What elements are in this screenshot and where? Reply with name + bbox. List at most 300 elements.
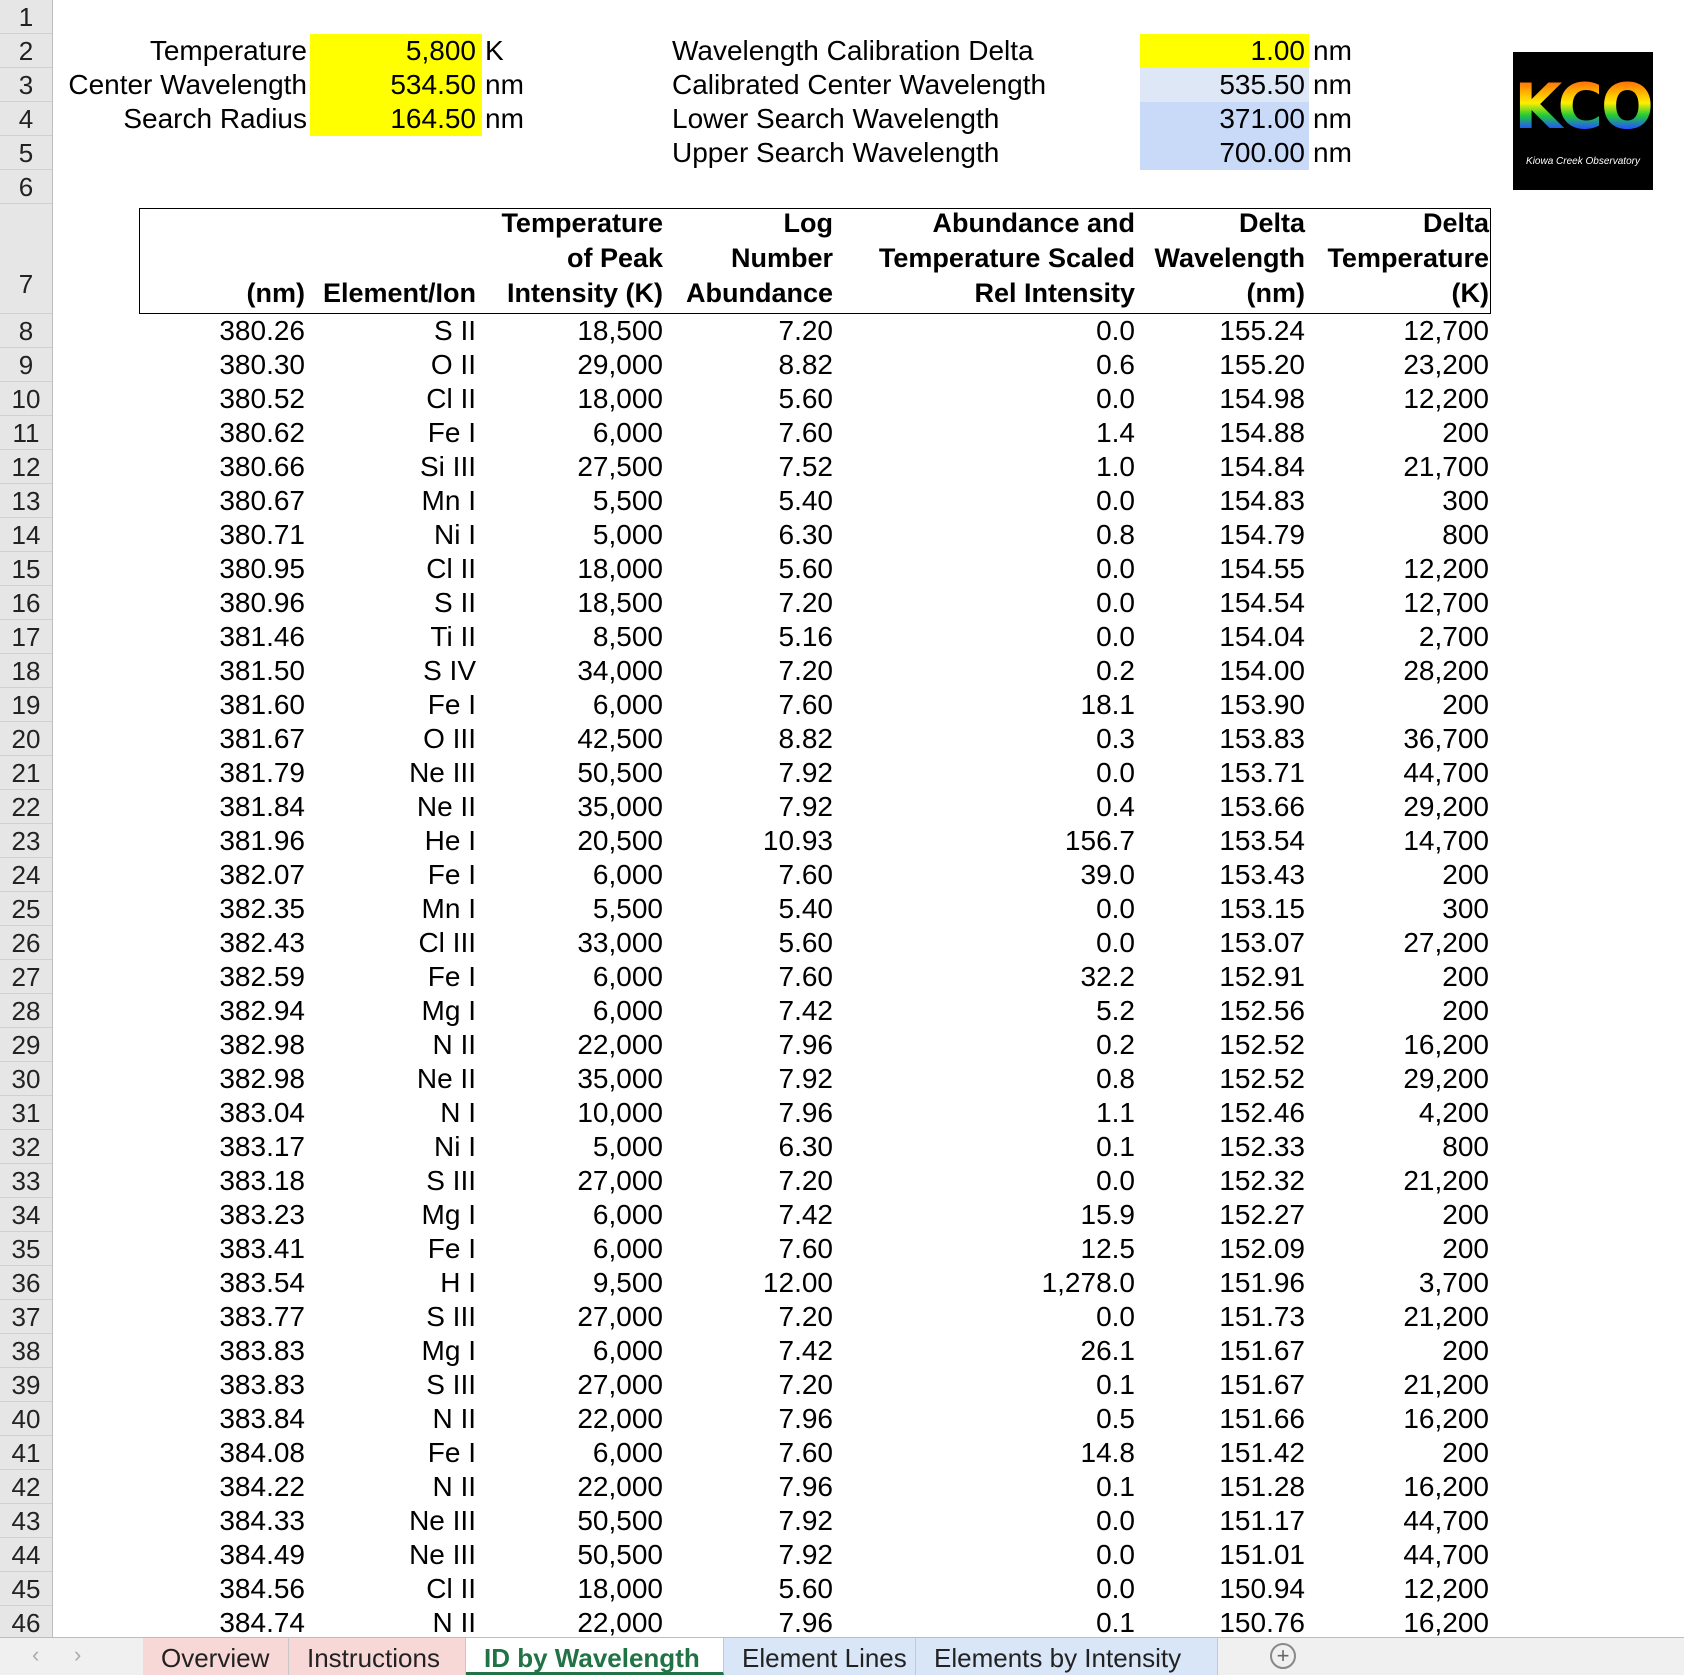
row-number[interactable]: 21	[0, 756, 52, 790]
table-cell[interactable]: Ne III	[409, 1505, 476, 1536]
table-cell[interactable]: 152.56	[1219, 995, 1305, 1026]
row-number[interactable]: 42	[0, 1470, 52, 1504]
table-cell[interactable]: 383.77	[219, 1301, 305, 1332]
table-cell[interactable]: 50,500	[577, 1539, 663, 1570]
table-cell[interactable]: 5.2	[1096, 995, 1135, 1026]
plus-circle-icon[interactable]: +	[1270, 1643, 1296, 1669]
tab-sheet[interactable]: Elements by Intensity	[916, 1638, 1218, 1675]
param-input[interactable]: 5,800	[310, 34, 482, 68]
table-cell[interactable]: 154.83	[1219, 485, 1305, 516]
table-cell[interactable]: 0.0	[1096, 893, 1135, 924]
table-cell[interactable]: 18,000	[577, 383, 663, 414]
table-cell[interactable]: O III	[423, 723, 476, 754]
row-number[interactable]: 5	[0, 136, 52, 170]
table-cell[interactable]: 6,000	[592, 961, 663, 992]
table-cell[interactable]: 7.92	[778, 1063, 833, 1094]
table-cell[interactable]: 200	[1442, 689, 1489, 720]
table-cell[interactable]: 12,200	[1403, 1573, 1489, 1604]
table-cell[interactable]: 7.20	[778, 655, 833, 686]
table-cell[interactable]: 152.52	[1219, 1029, 1305, 1060]
table-cell[interactable]: 153.83	[1219, 723, 1305, 754]
table-cell[interactable]: 381.79	[219, 757, 305, 788]
table-cell[interactable]: 7.60	[778, 417, 833, 448]
table-cell[interactable]: 0.2	[1096, 1029, 1135, 1060]
table-cell[interactable]: 800	[1442, 519, 1489, 550]
row-number[interactable]: 34	[0, 1198, 52, 1232]
table-cell[interactable]: Fe I	[427, 961, 476, 992]
table-cell[interactable]: S II	[433, 587, 476, 618]
table-cell[interactable]: 6.30	[778, 519, 833, 550]
table-cell[interactable]: 44,700	[1403, 1539, 1489, 1570]
table-cell[interactable]: 36,700	[1403, 723, 1489, 754]
table-cell[interactable]: 380.62	[219, 417, 305, 448]
table-cell[interactable]: Fe I	[427, 1437, 476, 1468]
table-cell[interactable]: 151.42	[1219, 1437, 1305, 1468]
table-cell[interactable]: 151.96	[1219, 1267, 1305, 1298]
table-cell[interactable]: 154.88	[1219, 417, 1305, 448]
table-cell[interactable]: 35,000	[577, 1063, 663, 1094]
table-cell[interactable]: 380.26	[219, 315, 305, 346]
row-number[interactable]: 12	[0, 450, 52, 484]
table-cell[interactable]: 383.04	[219, 1097, 305, 1128]
table-cell[interactable]: 152.91	[1219, 961, 1305, 992]
table-cell[interactable]: 380.30	[219, 349, 305, 380]
table-cell[interactable]: 154.04	[1219, 621, 1305, 652]
table-cell[interactable]: 384.56	[219, 1573, 305, 1604]
table-cell[interactable]: 5.60	[778, 553, 833, 584]
chevron-right-icon[interactable]: ›	[74, 1642, 82, 1667]
table-cell[interactable]: 383.23	[219, 1199, 305, 1230]
table-cell[interactable]: 50,500	[577, 1505, 663, 1536]
table-cell[interactable]: 34,000	[577, 655, 663, 686]
table-cell[interactable]: 6,000	[592, 1437, 663, 1468]
table-cell[interactable]: 7.20	[778, 315, 833, 346]
table-cell[interactable]: 7.42	[778, 1335, 833, 1366]
table-cell[interactable]: 0.5	[1096, 1403, 1135, 1434]
table-cell[interactable]: 7.92	[778, 791, 833, 822]
table-cell[interactable]: 33,000	[577, 927, 663, 958]
table-cell[interactable]: 7.52	[778, 451, 833, 482]
table-cell[interactable]: 6,000	[592, 1335, 663, 1366]
table-cell[interactable]: N II	[432, 1403, 476, 1434]
row-number[interactable]: 19	[0, 688, 52, 722]
table-cell[interactable]: 0.1	[1096, 1131, 1135, 1162]
table-cell[interactable]: 7.60	[778, 689, 833, 720]
tab-sheet[interactable]: Instructions	[289, 1638, 466, 1675]
param-value[interactable]: 1.00	[1140, 34, 1309, 68]
table-cell[interactable]: 1.0	[1096, 451, 1135, 482]
table-cell[interactable]: 200	[1442, 859, 1489, 890]
table-cell[interactable]: Mn I	[421, 485, 476, 516]
tab-sheet[interactable]: Overview	[143, 1638, 289, 1675]
table-cell[interactable]: 152.27	[1219, 1199, 1305, 1230]
table-cell[interactable]: 18,500	[577, 587, 663, 618]
param-input[interactable]: 534.50	[310, 68, 482, 102]
row-number[interactable]: 2	[0, 34, 52, 68]
table-cell[interactable]: 35,000	[577, 791, 663, 822]
table-cell[interactable]: 7.60	[778, 859, 833, 890]
table-cell[interactable]: 21,200	[1403, 1301, 1489, 1332]
table-cell[interactable]: 300	[1442, 893, 1489, 924]
row-number[interactable]: 30	[0, 1062, 52, 1096]
table-cell[interactable]: 28,200	[1403, 655, 1489, 686]
table-cell[interactable]: 5.60	[778, 1573, 833, 1604]
table-cell[interactable]: 382.43	[219, 927, 305, 958]
table-cell[interactable]: N II	[432, 1607, 476, 1637]
table-cell[interactable]: Cl II	[426, 553, 476, 584]
table-cell[interactable]: 7.92	[778, 1539, 833, 1570]
table-cell[interactable]: 200	[1442, 417, 1489, 448]
table-cell[interactable]: 0.0	[1096, 757, 1135, 788]
table-cell[interactable]: 155.20	[1219, 349, 1305, 380]
table-cell[interactable]: 1,278.0	[1041, 1267, 1135, 1298]
table-cell[interactable]: 0.0	[1096, 485, 1135, 516]
table-cell[interactable]: 153.71	[1219, 757, 1305, 788]
table-cell[interactable]: 22,000	[577, 1403, 663, 1434]
row-number[interactable]: 23	[0, 824, 52, 858]
table-cell[interactable]: 6,000	[592, 859, 663, 890]
table-cell[interactable]: 21,700	[1403, 451, 1489, 482]
table-cell[interactable]: 21,200	[1403, 1369, 1489, 1400]
table-cell[interactable]: 16,200	[1403, 1471, 1489, 1502]
table-cell[interactable]: 151.67	[1219, 1335, 1305, 1366]
row-number[interactable]: 13	[0, 484, 52, 518]
table-cell[interactable]: 0.0	[1096, 1301, 1135, 1332]
table-cell[interactable]: 381.84	[219, 791, 305, 822]
row-number[interactable]: 8	[0, 314, 52, 348]
table-cell[interactable]: 12,700	[1403, 315, 1489, 346]
table-cell[interactable]: 153.90	[1219, 689, 1305, 720]
row-number[interactable]: 1	[0, 0, 52, 34]
table-cell[interactable]: 18,000	[577, 553, 663, 584]
row-number[interactable]: 10	[0, 382, 52, 416]
table-cell[interactable]: 200	[1442, 1199, 1489, 1230]
table-cell[interactable]: 7.96	[778, 1029, 833, 1060]
row-number[interactable]: 25	[0, 892, 52, 926]
table-cell[interactable]: 151.73	[1219, 1301, 1305, 1332]
table-cell[interactable]: 22,000	[577, 1607, 663, 1637]
table-cell[interactable]: 18,500	[577, 315, 663, 346]
table-cell[interactable]: 380.66	[219, 451, 305, 482]
table-cell[interactable]: 800	[1442, 1131, 1489, 1162]
table-cell[interactable]: Si III	[419, 451, 476, 482]
table-cell[interactable]: 0.0	[1096, 1539, 1135, 1570]
table-cell[interactable]: 27,000	[577, 1369, 663, 1400]
row-number[interactable]: 35	[0, 1232, 52, 1266]
table-cell[interactable]: Fe I	[427, 1233, 476, 1264]
table-cell[interactable]: N II	[432, 1029, 476, 1060]
table-cell[interactable]: 151.66	[1219, 1403, 1305, 1434]
table-cell[interactable]: 0.2	[1096, 655, 1135, 686]
row-number[interactable]: 37	[0, 1300, 52, 1334]
table-cell[interactable]: H I	[440, 1267, 476, 1298]
table-cell[interactable]: 384.22	[219, 1471, 305, 1502]
table-cell[interactable]: 5,500	[592, 893, 663, 924]
table-cell[interactable]: 152.32	[1219, 1165, 1305, 1196]
table-cell[interactable]: 27,000	[577, 1301, 663, 1332]
table-cell[interactable]: 200	[1442, 995, 1489, 1026]
row-number[interactable]: 14	[0, 518, 52, 552]
table-cell[interactable]: 8,500	[592, 621, 663, 652]
row-number[interactable]: 44	[0, 1538, 52, 1572]
table-cell[interactable]: 5.60	[778, 383, 833, 414]
row-number[interactable]: 32	[0, 1130, 52, 1164]
row-number[interactable]: 4	[0, 102, 52, 136]
table-cell[interactable]: 8.82	[778, 349, 833, 380]
table-cell[interactable]: 5,000	[592, 1131, 663, 1162]
table-cell[interactable]: 152.09	[1219, 1233, 1305, 1264]
table-cell[interactable]: 154.55	[1219, 553, 1305, 584]
table-cell[interactable]: S III	[426, 1165, 476, 1196]
table-cell[interactable]: Ti II	[430, 621, 476, 652]
row-number[interactable]: 24	[0, 858, 52, 892]
table-cell[interactable]: 152.52	[1219, 1063, 1305, 1094]
row-number[interactable]: 31	[0, 1096, 52, 1130]
row-number[interactable]: 26	[0, 926, 52, 960]
table-cell[interactable]: 380.71	[219, 519, 305, 550]
table-cell[interactable]: 153.15	[1219, 893, 1305, 924]
table-cell[interactable]: 22,000	[577, 1471, 663, 1502]
table-cell[interactable]: 10,000	[577, 1097, 663, 1128]
row-number[interactable]: 43	[0, 1504, 52, 1538]
table-cell[interactable]: Mn I	[421, 893, 476, 924]
table-cell[interactable]: Ni I	[434, 1131, 476, 1162]
table-cell[interactable]: 7.42	[778, 1199, 833, 1230]
table-cell[interactable]: 1.4	[1096, 417, 1135, 448]
table-cell[interactable]: 39.0	[1080, 859, 1135, 890]
table-cell[interactable]: 0.0	[1096, 1505, 1135, 1536]
table-cell[interactable]: 0.1	[1096, 1607, 1135, 1637]
table-cell[interactable]: Cl II	[426, 383, 476, 414]
table-cell[interactable]: 16,200	[1403, 1403, 1489, 1434]
table-cell[interactable]: 383.41	[219, 1233, 305, 1264]
table-cell[interactable]: 2,700	[1418, 621, 1489, 652]
table-cell[interactable]: 381.96	[219, 825, 305, 856]
table-cell[interactable]: 150.76	[1219, 1607, 1305, 1637]
table-cell[interactable]: 0.1	[1096, 1369, 1135, 1400]
row-number[interactable]: 22	[0, 790, 52, 824]
table-cell[interactable]: 154.54	[1219, 587, 1305, 618]
table-cell[interactable]: 384.49	[219, 1539, 305, 1570]
table-cell[interactable]: 383.18	[219, 1165, 305, 1196]
table-cell[interactable]: 44,700	[1403, 757, 1489, 788]
row-number[interactable]: 39	[0, 1368, 52, 1402]
table-cell[interactable]: 6,000	[592, 1199, 663, 1230]
table-cell[interactable]: 7.96	[778, 1607, 833, 1637]
table-cell[interactable]: 12,200	[1403, 553, 1489, 584]
table-cell[interactable]: 7.20	[778, 1369, 833, 1400]
table-cell[interactable]: 7.96	[778, 1471, 833, 1502]
table-cell[interactable]: 15.9	[1080, 1199, 1135, 1230]
table-cell[interactable]: 200	[1442, 1335, 1489, 1366]
table-cell[interactable]: N II	[432, 1471, 476, 1502]
table-cell[interactable]: 380.52	[219, 383, 305, 414]
row-number[interactable]: 41	[0, 1436, 52, 1470]
table-cell[interactable]: 5.40	[778, 485, 833, 516]
row-number[interactable]: 40	[0, 1402, 52, 1436]
table-cell[interactable]: 7.60	[778, 1437, 833, 1468]
table-cell[interactable]: S III	[426, 1369, 476, 1400]
table-cell[interactable]: 7.20	[778, 587, 833, 618]
table-cell[interactable]: 382.98	[219, 1063, 305, 1094]
table-cell[interactable]: 10.93	[762, 825, 833, 856]
table-cell[interactable]: Fe I	[427, 859, 476, 890]
table-cell[interactable]: 383.17	[219, 1131, 305, 1162]
table-cell[interactable]: 154.79	[1219, 519, 1305, 550]
table-cell[interactable]: 12.00	[762, 1267, 833, 1298]
table-cell[interactable]: 0.0	[1096, 383, 1135, 414]
table-cell[interactable]: 5,000	[592, 519, 663, 550]
table-cell[interactable]: 18,000	[577, 1573, 663, 1604]
table-cell[interactable]: 5.60	[778, 927, 833, 958]
table-cell[interactable]: 200	[1442, 961, 1489, 992]
table-cell[interactable]: 14,700	[1403, 825, 1489, 856]
row-number[interactable]: 16	[0, 586, 52, 620]
param-input[interactable]: 164.50	[310, 102, 482, 136]
table-cell[interactable]: 7.42	[778, 995, 833, 1026]
table-cell[interactable]: Cl II	[426, 1573, 476, 1604]
table-cell[interactable]: 380.96	[219, 587, 305, 618]
table-cell[interactable]: 6.30	[778, 1131, 833, 1162]
table-cell[interactable]: 6,000	[592, 689, 663, 720]
table-cell[interactable]: Ni I	[434, 519, 476, 550]
table-cell[interactable]: Ne II	[416, 1063, 476, 1094]
table-cell[interactable]: O II	[430, 349, 476, 380]
table-cell[interactable]: 42,500	[577, 723, 663, 754]
table-cell[interactable]: 9,500	[592, 1267, 663, 1298]
table-cell[interactable]: 12,200	[1403, 383, 1489, 414]
table-cell[interactable]: 44,700	[1403, 1505, 1489, 1536]
table-cell[interactable]: 384.33	[219, 1505, 305, 1536]
table-cell[interactable]: Ne II	[416, 791, 476, 822]
table-cell[interactable]: 381.67	[219, 723, 305, 754]
row-number[interactable]: 20	[0, 722, 52, 756]
table-cell[interactable]: 7.96	[778, 1097, 833, 1128]
table-cell[interactable]: 300	[1442, 485, 1489, 516]
table-cell[interactable]: 0.1	[1096, 1471, 1135, 1502]
table-cell[interactable]: Fe I	[427, 689, 476, 720]
table-cell[interactable]: 20,500	[577, 825, 663, 856]
table-cell[interactable]: 29,000	[577, 349, 663, 380]
row-number[interactable]: 9	[0, 348, 52, 382]
table-cell[interactable]: 151.67	[1219, 1369, 1305, 1400]
table-cell[interactable]: 155.24	[1219, 315, 1305, 346]
table-cell[interactable]: 7.20	[778, 1165, 833, 1196]
table-cell[interactable]: 153.54	[1219, 825, 1305, 856]
row-number[interactable]: 27	[0, 960, 52, 994]
table-cell[interactable]: 7.92	[778, 757, 833, 788]
table-cell[interactable]: Ne III	[409, 757, 476, 788]
table-cell[interactable]: 32.2	[1080, 961, 1135, 992]
table-cell[interactable]: 4,200	[1418, 1097, 1489, 1128]
table-cell[interactable]: 7.92	[778, 1505, 833, 1536]
table-cell[interactable]: 154.00	[1219, 655, 1305, 686]
tab-sheet[interactable]: Element Lines	[724, 1638, 916, 1675]
table-cell[interactable]: 12.5	[1080, 1233, 1135, 1264]
row-number[interactable]: 29	[0, 1028, 52, 1062]
table-cell[interactable]: 383.83	[219, 1335, 305, 1366]
table-cell[interactable]: 380.95	[219, 553, 305, 584]
table-cell[interactable]: 0.3	[1096, 723, 1135, 754]
table-cell[interactable]: 0.0	[1096, 587, 1135, 618]
table-cell[interactable]: 7.60	[778, 1233, 833, 1264]
table-cell[interactable]: 151.01	[1219, 1539, 1305, 1570]
row-number[interactable]: 6	[0, 170, 52, 204]
table-cell[interactable]: Ne III	[409, 1539, 476, 1570]
table-cell[interactable]: 384.08	[219, 1437, 305, 1468]
table-cell[interactable]: 152.33	[1219, 1131, 1305, 1162]
table-cell[interactable]: 380.67	[219, 485, 305, 516]
table-cell[interactable]: Mg I	[421, 1335, 476, 1366]
table-cell[interactable]: 27,200	[1403, 927, 1489, 958]
table-cell[interactable]: 384.74	[219, 1607, 305, 1637]
table-cell[interactable]: 0.4	[1096, 791, 1135, 822]
table-cell[interactable]: 50,500	[577, 757, 663, 788]
table-cell[interactable]: He I	[424, 825, 476, 856]
table-cell[interactable]: 153.43	[1219, 859, 1305, 890]
row-number[interactable]: 33	[0, 1164, 52, 1198]
table-cell[interactable]: N I	[440, 1097, 476, 1128]
table-cell[interactable]: 0.0	[1096, 1165, 1135, 1196]
row-number[interactable]: 18	[0, 654, 52, 688]
table-cell[interactable]: 152.46	[1219, 1097, 1305, 1128]
table-cell[interactable]: 12,700	[1403, 587, 1489, 618]
table-cell[interactable]: 200	[1442, 1233, 1489, 1264]
table-cell[interactable]: 27,500	[577, 451, 663, 482]
table-cell[interactable]: 23,200	[1403, 349, 1489, 380]
table-cell[interactable]: 5.16	[778, 621, 833, 652]
table-cell[interactable]: 382.59	[219, 961, 305, 992]
table-cell[interactable]: 0.0	[1096, 1573, 1135, 1604]
table-cell[interactable]: 6,000	[592, 995, 663, 1026]
table-cell[interactable]: 153.07	[1219, 927, 1305, 958]
table-cell[interactable]: 156.7	[1064, 825, 1135, 856]
table-cell[interactable]: S III	[426, 1301, 476, 1332]
table-cell[interactable]: 383.54	[219, 1267, 305, 1298]
table-cell[interactable]: Mg I	[421, 995, 476, 1026]
table-cell[interactable]: 382.94	[219, 995, 305, 1026]
table-cell[interactable]: 381.60	[219, 689, 305, 720]
row-number[interactable]: 36	[0, 1266, 52, 1300]
chevron-left-icon[interactable]: ‹	[32, 1642, 40, 1667]
table-cell[interactable]: 154.98	[1219, 383, 1305, 414]
table-cell[interactable]: 151.28	[1219, 1471, 1305, 1502]
table-cell[interactable]: 29,200	[1403, 791, 1489, 822]
table-cell[interactable]: 16,200	[1403, 1607, 1489, 1637]
table-cell[interactable]: 151.17	[1219, 1505, 1305, 1536]
table-cell[interactable]: 0.8	[1096, 519, 1135, 550]
table-cell[interactable]: 0.0	[1096, 315, 1135, 346]
table-cell[interactable]: 382.98	[219, 1029, 305, 1060]
table-cell[interactable]: 0.0	[1096, 553, 1135, 584]
table-cell[interactable]: 7.20	[778, 1301, 833, 1332]
table-cell[interactable]: 21,200	[1403, 1165, 1489, 1196]
table-cell[interactable]: 5.40	[778, 893, 833, 924]
table-cell[interactable]: 27,000	[577, 1165, 663, 1196]
table-cell[interactable]: 26.1	[1080, 1335, 1135, 1366]
table-cell[interactable]: 382.35	[219, 893, 305, 924]
row-number[interactable]: 38	[0, 1334, 52, 1368]
table-cell[interactable]: 6,000	[592, 1233, 663, 1264]
table-cell[interactable]: 18.1	[1080, 689, 1135, 720]
row-number[interactable]: 46	[0, 1606, 52, 1637]
table-cell[interactable]: 0.8	[1096, 1063, 1135, 1094]
table-cell[interactable]: Cl III	[418, 927, 476, 958]
table-cell[interactable]: 0.6	[1096, 349, 1135, 380]
table-cell[interactable]: 3,700	[1418, 1267, 1489, 1298]
table-cell[interactable]: S IV	[423, 655, 476, 686]
table-cell[interactable]: 8.82	[778, 723, 833, 754]
